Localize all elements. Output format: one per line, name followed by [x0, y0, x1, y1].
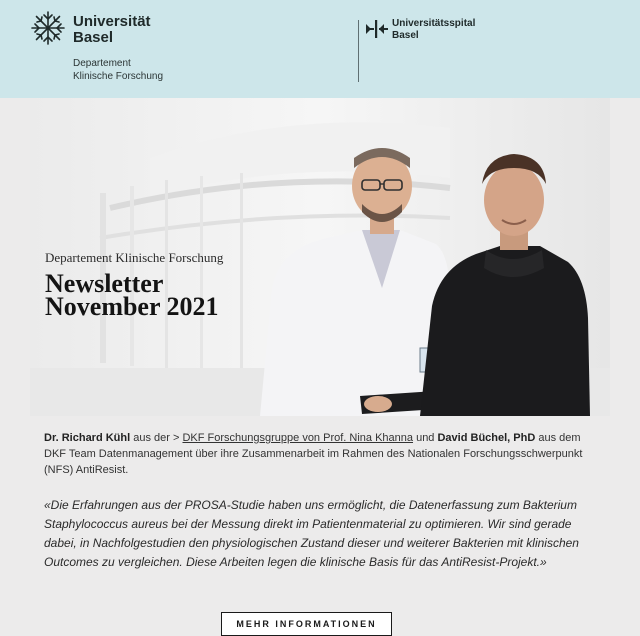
usb-name-line2: Basel: [392, 30, 419, 41]
hero-kicker: Departement Klinische Forschung: [45, 250, 224, 265]
unibasel-name-line1: Universität: [73, 13, 151, 30]
department-line2: Klinische Forschung: [73, 71, 164, 82]
author-name-1: Dr. Richard Kühl: [44, 432, 131, 444]
newsletter-header: [0, 0, 640, 98]
research-group-link[interactable]: DKF Forschungsgruppe von Prof. Nina Khanna: [182, 432, 414, 444]
article-content: [44, 430, 604, 572]
snowflake-logo-icon: [30, 10, 66, 46]
intro-text-3: aus dem DKF Team Datenmanagement über ihre Zusammenarbeit im Rahmen des Nationalen Forschungsschwerpunkt (NFS) AntiResist.: [44, 432, 583, 476]
header-divider: [358, 20, 359, 82]
intro-paragraph: [44, 430, 604, 478]
department-name: [73, 57, 163, 83]
department-line1: Departement: [73, 58, 131, 69]
intro-text-1: aus der >: [130, 432, 183, 444]
newsletter-title-line1: Newsletter: [45, 269, 164, 298]
person-right: [420, 154, 590, 416]
hero-image: [30, 98, 610, 416]
quote-paragraph: «Die Erfahrungen aus der PROSA-Studie haben uns ermöglicht, die Datenerfassung zum Bakterium Staphylococcus aureus bei der Messung direkt im Patientenmaterial zu optimieren. Wir sind gerade dabei, in Nachfolgestudien den physiologischen Zustand dieser und weiterer Bakterien mit klinischen Outcomes zu vergleichen. Diese Arbeiten legen die klinische Basis für das AntiResist-Projekt.»: [44, 498, 579, 569]
newsletter-title: [45, 269, 219, 321]
usb-name-line1: Universitätsspital: [392, 18, 476, 29]
intro-text-2: und: [413, 432, 438, 444]
unibasel-name: [73, 14, 151, 46]
newsletter-title-line2: November 2021: [45, 292, 219, 321]
more-information-button[interactable]: MEHR INFORMATIONEN: [221, 612, 392, 636]
usb-name: [392, 18, 475, 42]
unibasel-name-line2: Basel: [73, 29, 114, 46]
researchers-photo: [250, 138, 590, 416]
author-name-2: David Büchel, PhD: [437, 432, 536, 444]
usb-logo-icon: [366, 20, 388, 38]
